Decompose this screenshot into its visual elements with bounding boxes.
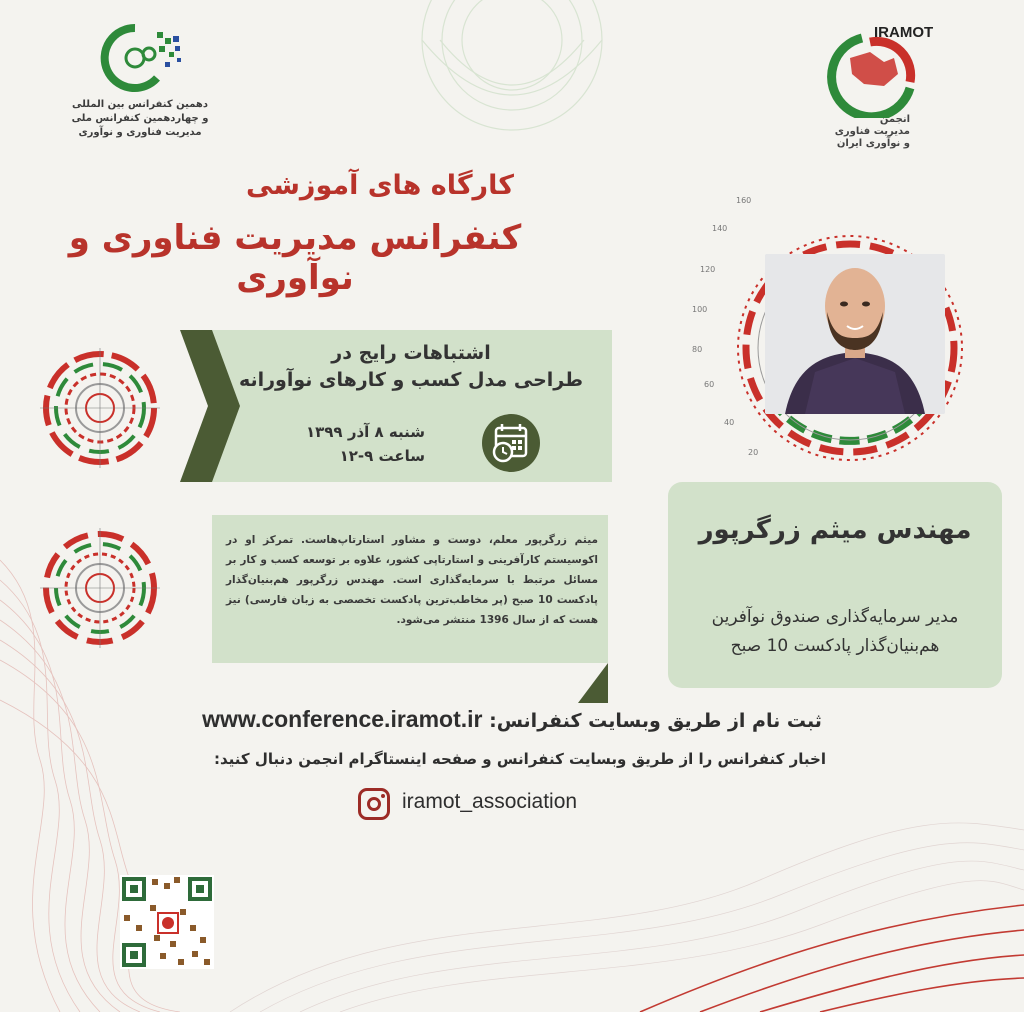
gauge-label-60: 60 bbox=[704, 380, 715, 389]
gauge-label-100: 100 bbox=[692, 305, 708, 314]
conference-logo-line-1: دهمین کنفرانس بین المللی bbox=[72, 99, 208, 110]
gauge-label-140: 140 bbox=[712, 224, 728, 233]
gauge-label-120: 120 bbox=[700, 265, 716, 274]
speaker-role-2: هم‌بنیان‌گذار پادکست 10 صبح bbox=[730, 636, 940, 656]
workshop-title-line-2: طراحی مدل کسب و کارهای نوآورانه bbox=[238, 369, 584, 391]
conference-logo bbox=[60, 18, 220, 148]
workshop-title-line-1: اشتباهات رایج در bbox=[331, 342, 491, 364]
speaker-name: مهندس میثم زرگرپور bbox=[698, 515, 972, 545]
workshop-time: ساعت ۹-۱۲ bbox=[339, 447, 425, 465]
workshop-schedule bbox=[250, 420, 425, 468]
speaker-photo bbox=[765, 254, 945, 414]
iramot-logo bbox=[812, 18, 942, 148]
news-line: اخبار کنفرانس را از طریق وبسایت کنفرانس و صفحه اینستاگرام انجمن دنبال کنید: bbox=[214, 750, 826, 768]
panel-corner-tab-icon bbox=[578, 663, 608, 703]
speaker-bio: میثم زرگرپور معلم، دوست و مشاور استارتاپ‌هاست. تمرکز او در اکوسیستم کارآفرینی و استارتاپی کشور، علاوه بر توسعه کسب و کار بر مسائل مرتبط با سرمایه‌گذاری است. مهندس زرگرپور هم‌بنیان‌گذار پادکست 10 صبح (پر مخاطب‌ترین پادکست تخصصی به زبان فارسی) نیز هست که از سال 1396 منتشر می‌شود. bbox=[226, 534, 598, 626]
instagram-handle[interactable]: iramot_association bbox=[402, 790, 578, 813]
iramot-brand: IRAMOT bbox=[874, 24, 934, 41]
registration-line bbox=[130, 706, 894, 733]
tech-circle-decoration-2-icon bbox=[40, 528, 160, 648]
registration-label: ثبت نام از طریق وبسایت کنفرانس: bbox=[489, 710, 822, 732]
conference-website-link[interactable]: www.conference.iramot.ir bbox=[202, 706, 483, 732]
conference-logo-line-3: مدیریت فناوری و نوآوری bbox=[78, 127, 202, 138]
iramot-logo-line-3: و نوآوری ایران bbox=[836, 138, 910, 149]
instagram-icon[interactable] bbox=[358, 788, 390, 820]
qr-code[interactable] bbox=[120, 875, 214, 969]
workshop-title bbox=[222, 340, 600, 394]
calendar-clock-icon bbox=[482, 414, 540, 472]
gauge-label-160: 160 bbox=[736, 196, 752, 205]
gauge-label-80: 80 bbox=[692, 345, 703, 354]
tech-circle-decoration-icon bbox=[40, 348, 160, 468]
conference-logo-line-2: و چهاردهمین کنفرانس ملی bbox=[71, 113, 209, 124]
iramot-logo-line-2: مدیریت فناوری bbox=[834, 126, 910, 137]
gear-circle-logo-icon bbox=[95, 18, 185, 98]
workshop-date: شنبه ۸ آذر ۱۳۹۹ bbox=[305, 423, 425, 441]
iramot-logo-line-1: انجمن bbox=[879, 114, 910, 125]
gauge-label-20: 20 bbox=[748, 448, 759, 457]
gauge-label-40: 40 bbox=[724, 418, 735, 427]
speaker-role-1: مدیر سرمایه‌گذاری صندوق نوآفرین bbox=[711, 607, 959, 627]
page-subtitle: کارگاه های آموزشی bbox=[246, 170, 514, 201]
page-title: کنفرانس مدیریت فناوری و نوآوری bbox=[68, 218, 522, 298]
speaker-roles bbox=[668, 603, 1002, 661]
